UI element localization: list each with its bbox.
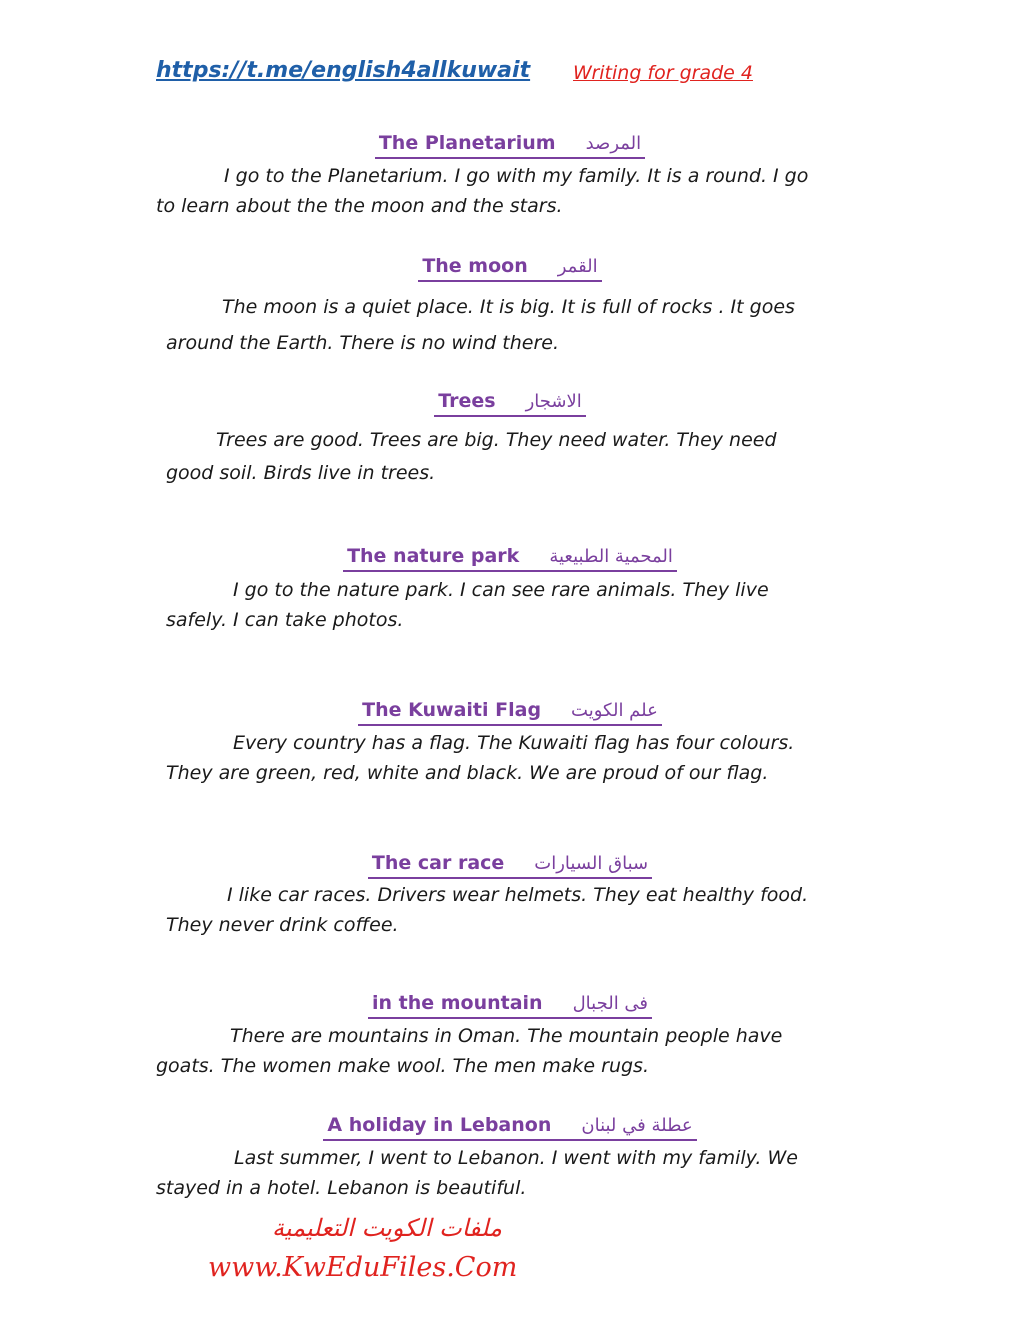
paragraph-line: They are green, red, white and black. We are proud of our flag. bbox=[166, 762, 769, 784]
section-title-ar: القمر bbox=[557, 256, 598, 277]
section-title-ar: فى الجبال bbox=[572, 993, 649, 1014]
section-title-en: The nature park bbox=[347, 545, 520, 567]
section-title-en: The Planetarium bbox=[378, 132, 556, 154]
section-title-nature-park bbox=[0, 544, 1020, 572]
paragraph-line: good soil. Birds live in trees. bbox=[166, 462, 436, 484]
paragraph-line: There are mountains in Oman. The mountain people have bbox=[230, 1025, 783, 1047]
section-title-ar: المحمية الطبيعية bbox=[549, 546, 673, 567]
section-paragraph-kuwaiti-flag bbox=[156, 728, 856, 788]
section-title-lebanon bbox=[0, 1113, 1020, 1141]
section-title-en: in the mountain bbox=[371, 992, 543, 1014]
section-title-ar: الاشجار bbox=[525, 391, 582, 412]
section-title-moon bbox=[0, 254, 1020, 282]
telegram-link[interactable]: https://t.me/english4allkuwait bbox=[156, 58, 531, 83]
section-title-kuwaiti-flag bbox=[0, 698, 1020, 726]
section-title-trees bbox=[0, 389, 1020, 417]
section-paragraph-car-race bbox=[156, 880, 856, 940]
section-paragraph-moon bbox=[156, 289, 856, 361]
section-title-en: A holiday in Lebanon bbox=[327, 1114, 552, 1136]
paragraph-line: stayed in a hotel. Lebanon is beautiful. bbox=[156, 1177, 527, 1199]
paragraph-line: around the Earth. There is no wind there. bbox=[166, 332, 559, 354]
section-title-ar: علم الكويت bbox=[571, 700, 658, 721]
paragraph-line: to learn about the the moon and the stars. bbox=[156, 195, 563, 217]
section-title-en: The moon bbox=[422, 255, 528, 277]
grade-tag: Writing for grade 4 bbox=[573, 62, 753, 84]
section-paragraph-planetarium bbox=[156, 161, 856, 221]
paragraph-line: Trees are good. Trees are big. They need water. They need bbox=[216, 429, 777, 451]
paragraph-line: goats. The women make wool. The men make rugs. bbox=[156, 1055, 649, 1077]
section-paragraph-mountain bbox=[156, 1021, 856, 1081]
paragraph-line: I like car races. Drivers wear helmets. They eat healthy food. bbox=[227, 884, 809, 906]
section-title-en: Trees bbox=[438, 390, 496, 412]
section-title-ar: عطلة في لبنان bbox=[581, 1115, 693, 1136]
paragraph-line: Last summer, I went to Lebanon. I went with my family. We bbox=[234, 1147, 798, 1169]
footer-logo-arabic: ملفات الكويت التعليمية bbox=[272, 1214, 502, 1242]
section-title-en: The Kuwaiti Flag bbox=[362, 699, 542, 721]
paragraph-line: I go to the Planetarium. I go with my family. It is a round. I go bbox=[224, 165, 809, 187]
paragraph-line: They never drink coffee. bbox=[166, 914, 399, 936]
paragraph-line: The moon is a quiet place. It is big. It is full of rocks . It goes bbox=[222, 296, 795, 318]
paragraph-line: I go to the nature park. I can see rare animals. They live bbox=[233, 579, 769, 601]
footer-logo-url: www.KwEduFiles.Com bbox=[208, 1252, 518, 1283]
section-title-planetarium bbox=[0, 131, 1020, 159]
section-title-ar: سباق السيارات bbox=[534, 853, 649, 874]
paragraph-line: safely. I can take photos. bbox=[166, 609, 404, 631]
section-paragraph-nature-park bbox=[156, 575, 856, 635]
section-title-car-race bbox=[0, 851, 1020, 879]
section-paragraph-trees bbox=[156, 424, 856, 490]
section-title-ar: المرصد bbox=[585, 133, 642, 154]
section-title-en: The car race bbox=[371, 852, 505, 874]
section-paragraph-lebanon bbox=[156, 1143, 856, 1203]
paragraph-line: Every country has a flag. The Kuwaiti flag has four colours. bbox=[233, 732, 795, 754]
section-title-mountain bbox=[0, 991, 1020, 1019]
